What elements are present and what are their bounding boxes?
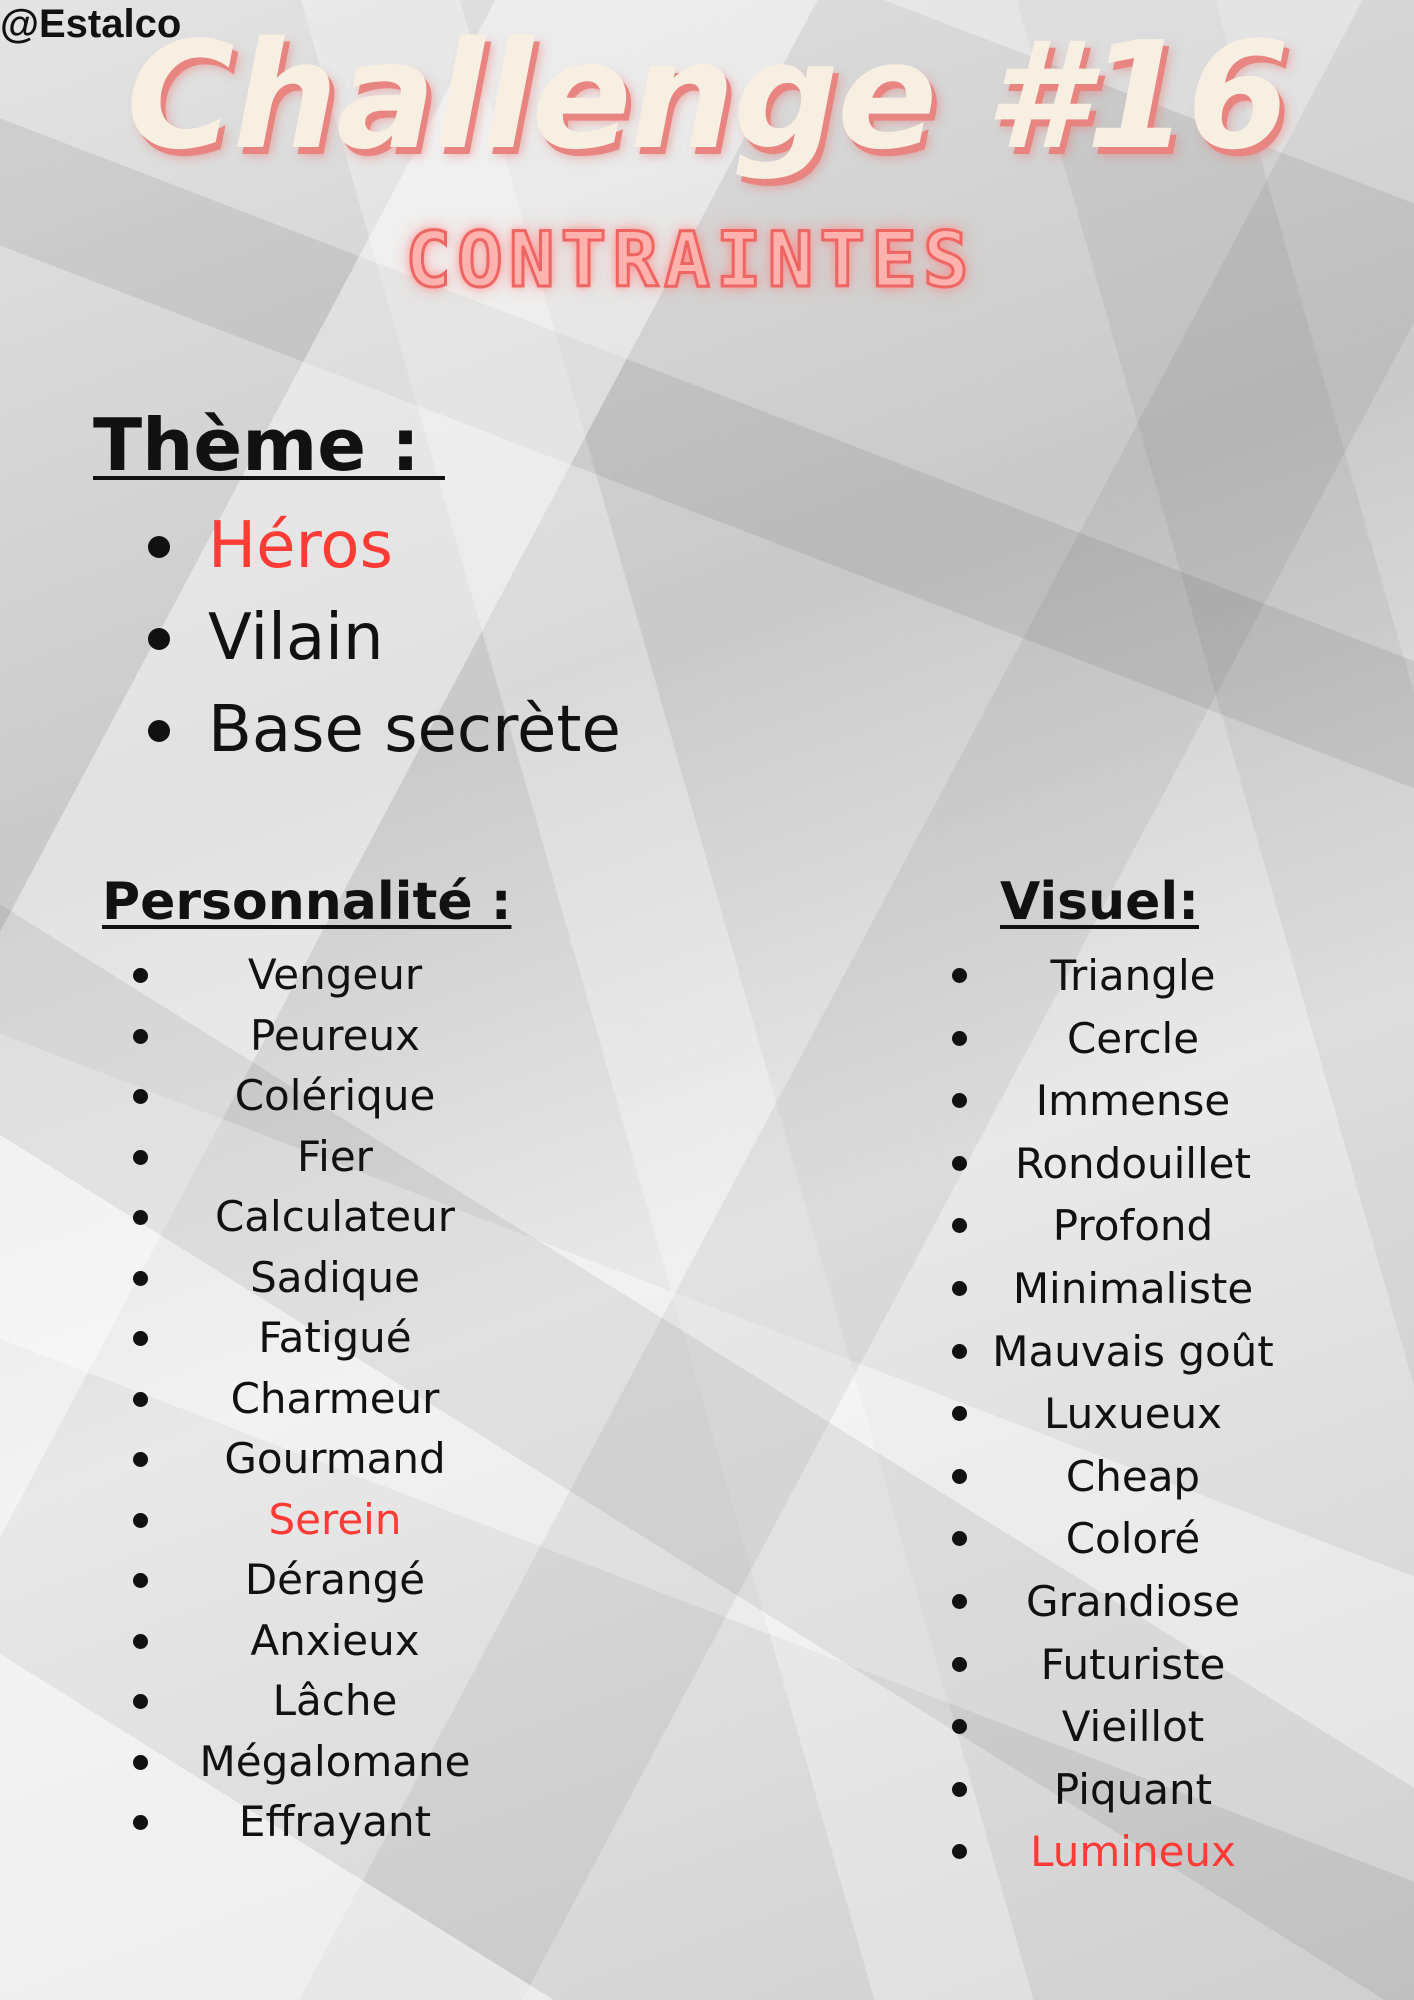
visuel-item <box>0 1446 1414 1509</box>
bullet-icon <box>952 968 967 983</box>
visuel-item <box>0 1821 1414 1884</box>
page-title: Challenge #16 <box>126 10 1288 182</box>
visuel-item-label: Luxueux <box>1043 1389 1223 1439</box>
bullet-icon <box>952 1031 967 1046</box>
visuel-item-label: Immense <box>1035 1076 1231 1126</box>
bullet-icon <box>952 1782 967 1797</box>
personnalite-item-label: Colérique <box>234 1071 436 1120</box>
personnalite-item-label: Fatigué <box>258 1313 412 1362</box>
personnalite-item-label: Calculateur <box>214 1192 456 1241</box>
personnalite-item-label: Sadique <box>250 1252 420 1302</box>
visuel-item-label: Grandiose <box>1026 1576 1240 1626</box>
bullet-icon <box>952 1531 967 1546</box>
visuel-item-label: Profond <box>1052 1201 1214 1251</box>
visuel-item <box>0 945 1414 1008</box>
personnalite-item-label: Dérangé <box>244 1555 426 1604</box>
visuel-item <box>0 1070 1414 1133</box>
theme-item-label: Vilain <box>208 601 384 675</box>
personnalite-item-label: Mégalomane <box>199 1736 471 1786</box>
bullet-icon <box>148 720 170 742</box>
bullet-icon <box>952 1344 967 1359</box>
personnalite-item-label: Serein <box>268 1494 402 1544</box>
visuel-item <box>0 1133 1414 1196</box>
personnalite-heading: Personnalité : <box>102 872 512 932</box>
personnalite-item-label: Peureux <box>250 1010 420 1060</box>
visuel-item-label: Rondouillet <box>1015 1138 1251 1188</box>
visuel-item-label: Cheap <box>1065 1451 1201 1501</box>
visuel-item-label: Vieillot <box>1061 1702 1205 1752</box>
visuel-item <box>0 1008 1414 1071</box>
visuel-item <box>0 1321 1414 1384</box>
bullet-icon <box>952 1594 967 1609</box>
bullet-icon <box>148 536 170 558</box>
theme-item-label: Base secrète <box>208 693 621 767</box>
personnalite-item-label: Anxieux <box>250 1615 420 1665</box>
theme-item-label: Héros <box>208 509 393 583</box>
theme-item <box>140 684 621 776</box>
visuel-heading: Visuel: <box>1000 872 1200 932</box>
visuel-item-label: Cercle <box>1066 1013 1200 1063</box>
bullet-icon <box>952 1844 967 1859</box>
bullet-icon <box>952 1469 967 1484</box>
visuel-item-label: Mauvais goût <box>992 1326 1274 1376</box>
personnalite-item-label: Fier <box>297 1131 373 1181</box>
visuel-item-label: Lumineux <box>1030 1827 1236 1877</box>
visuel-item-label: Triangle <box>1050 951 1216 1000</box>
bullet-icon <box>952 1657 967 1672</box>
visuel-item-label: Minimaliste <box>1012 1263 1254 1313</box>
visuel-item-label: Coloré <box>1065 1514 1201 1564</box>
visuel-item <box>0 1571 1414 1634</box>
visuel-item <box>0 1383 1414 1446</box>
visuel-item <box>0 1759 1414 1822</box>
theme-item <box>140 592 621 684</box>
bullet-icon <box>952 1719 967 1734</box>
visuel-item-label: Piquant <box>1053 1764 1213 1814</box>
bullet-icon <box>148 628 170 650</box>
personnalite-item-label: Lâche <box>272 1676 398 1725</box>
visuel-item-label: Futuriste <box>1040 1639 1226 1689</box>
visuel-item <box>0 1258 1414 1321</box>
visuel-item <box>0 1508 1414 1571</box>
bullet-icon <box>952 1093 967 1108</box>
personnalite-item-label: Vengeur <box>247 950 423 999</box>
theme-list <box>140 500 621 776</box>
author-handle: @Estalco <box>0 2 182 46</box>
bullet-icon <box>952 1406 967 1421</box>
visuel-item <box>0 1634 1414 1697</box>
personnalite-item-label: Charmeur <box>230 1373 440 1423</box>
visuel-item <box>0 1195 1414 1258</box>
personnalite-item-label: Gourmand <box>224 1434 446 1483</box>
bullet-icon <box>952 1156 967 1171</box>
page-subtitle: CONTRAINTES <box>405 215 975 304</box>
bullet-icon <box>952 1281 967 1296</box>
theme-heading: Thème : <box>93 403 445 487</box>
theme-item <box>140 500 621 592</box>
visuel-item <box>0 1696 1414 1759</box>
visuel-list <box>0 945 1414 1884</box>
personnalite-item-label: Effrayant <box>238 1797 432 1846</box>
bullet-icon <box>952 1218 967 1233</box>
